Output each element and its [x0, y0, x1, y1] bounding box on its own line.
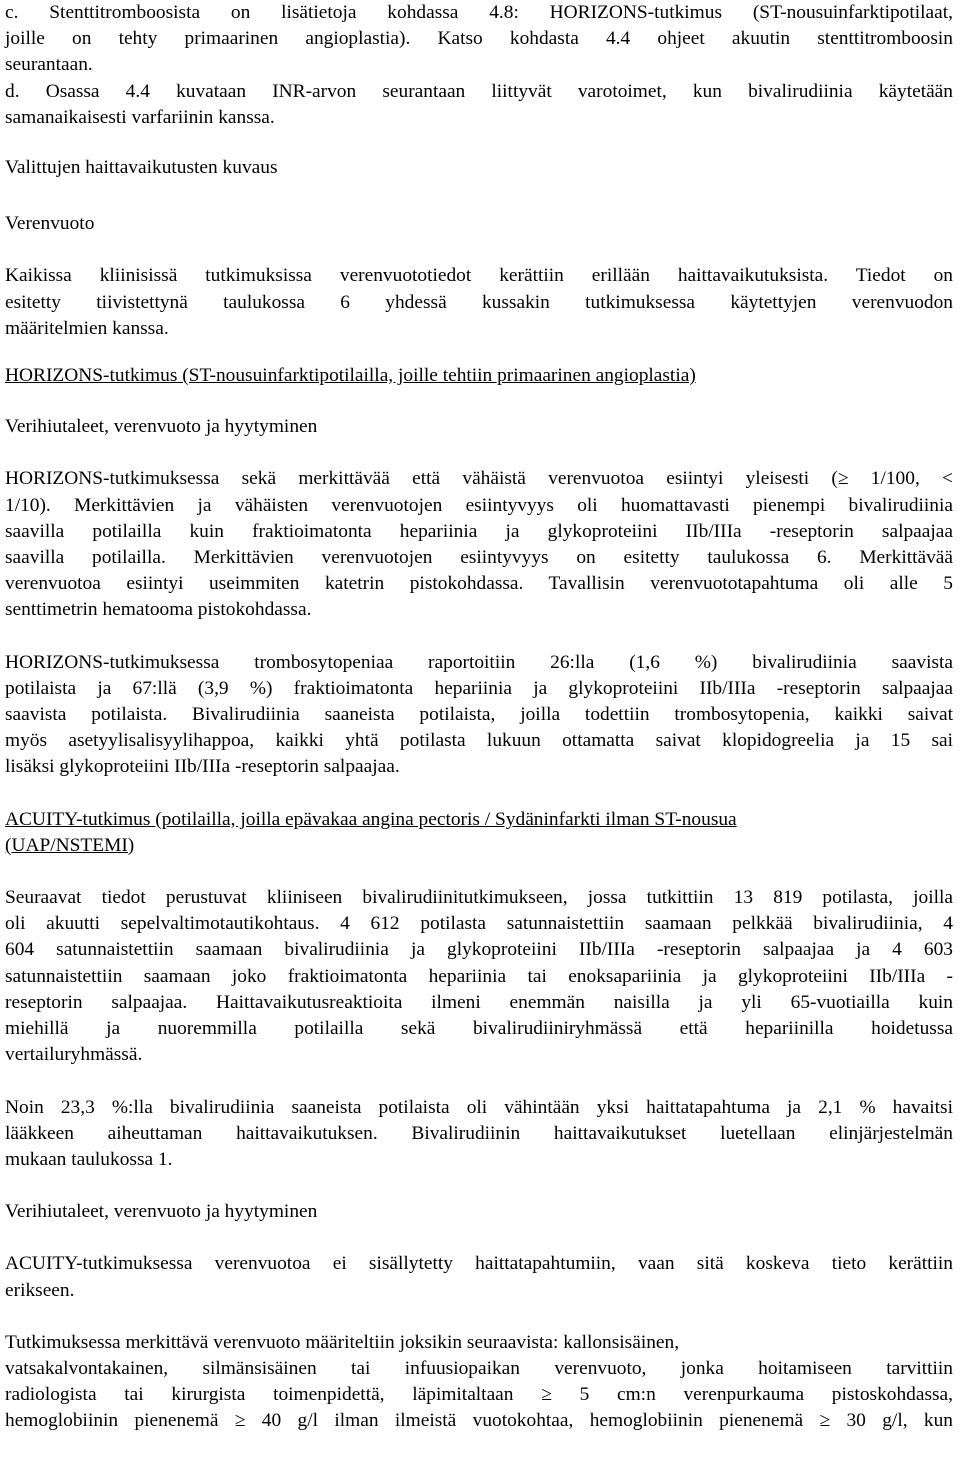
- paragraph-line: Seuraavat tiedot perustuvat kliiniseen bivalirudiinitutkimukseen, jossa tutkittiin 13 819 potilasta, joilla: [5, 887, 953, 909]
- paragraph-line: verenvuotoa esiintyi useimmiten katetrin pistokohdassa. Tavallisin verenvuototapahtuma oli alle 5: [5, 573, 953, 595]
- bleeding-intro-paragraph: [5, 263, 953, 342]
- paragraph-line: saavilla potilailla. Merkittävien verenvuotojen esiintyvyys on esitetty taulukossa 6. Merkittävää: [5, 547, 953, 569]
- paragraph-line: satunnaistettiin saamaan joko fraktioimatonta hepariinia tai enoksapariinia ja glykoproteiini IIb/IIIa -: [5, 965, 953, 987]
- horizons-title: HORIZONS-tutkimus (ST-nousuinfarktipotilailla, joille tehtiin primaarinen angioplastia): [5, 365, 696, 387]
- paragraph-line: HORIZONS-tutkimuksessa sekä merkittävää että vähäistä verenvuotoa esiintyi yleisesti (≥ 1/100, <: [5, 468, 953, 490]
- section-subtitle: Verenvuoto: [5, 213, 95, 235]
- acuity-major-bleeding-paragraph: [5, 1330, 953, 1435]
- paragraph-line: saavista potilaista. Bivalirudiinia saaneista potilaista, joilla todettiin trombosytopenia, kaikki saivat: [5, 704, 953, 726]
- intro-item-c-line: seurantaan.: [5, 54, 93, 76]
- paragraph-line: miehillä ja nuoremmilla potilailla sekä bivalirudiiniryhmässä että hepariinilla hoidetussa: [5, 1018, 953, 1040]
- intro-item-d: [5, 79, 953, 131]
- paragraph-line: lääkkeen aiheuttaman haittavaikutuksen. Bivalirudiinin haittavaikutukset luetellaan elinjärjestelmän: [5, 1122, 953, 1144]
- intro-item-d-line: samanaikaisesti varfariinin kanssa.: [5, 106, 275, 128]
- paragraph-line: erikseen.: [5, 1279, 75, 1301]
- paragraph-line: määritelmien kanssa.: [5, 317, 169, 339]
- document-page: [5, 0, 953, 1435]
- paragraph-line: senttimetrin hematooma pistokohdassa.: [5, 599, 312, 621]
- paragraph-line: saavilla potilailla kuin fraktioimatonta hepariinia ja glykoproteiini IIb/IIIa -reseptorin salpaajaa: [5, 520, 953, 542]
- paragraph-line: 604 satunnaistettiin saamaan bivalirudiinia ja glykoproteiini IIb/IIIa -reseptorin salpaajaa ja 4 603: [5, 939, 953, 961]
- paragraph-line: hemoglobiinin pienenemä ≥ 40 g/l ilman ilmeistä vuotokohtaa, hemoglobiinin pienenemä ≥ 30 g/l, kun: [5, 1410, 953, 1432]
- paragraph-line: mukaan taulukossa 1.: [5, 1148, 173, 1170]
- paragraph-line: Noin 23,3 %:lla bivalirudiinia saaneista potilaista oli vähintään yksi haittatapahtuma ja 2,1 % havaitsi: [5, 1096, 953, 1118]
- acuity-study-paragraph: [5, 885, 953, 1068]
- intro-item-c: [5, 0, 953, 79]
- paragraph-line: myös asetyylisalisyylihappoa, kaikki yhtä potilasta lukuun ottamatta saivat klopidogreelia ja 15 sai: [5, 730, 953, 752]
- paragraph-line: reseptorin salpaajaa. Haittavaikutusreaktioita ilmeni enemmän naisilla ja yli 65-vuotiailla kuin: [5, 991, 953, 1013]
- paragraph-line: lisäksi glykoproteiini IIb/IIIa -reseptorin salpaajaa.: [5, 756, 400, 778]
- acuity-adverse-paragraph: [5, 1095, 953, 1174]
- intro-item-c-line: c. Stenttitromboosista on lisätietoja kohdassa 4.8: HORIZONS-tutkimus (ST-nousuinfarktipotilaat,: [5, 2, 953, 23]
- acuity-title-line: (UAP/NSTEMI): [5, 834, 135, 856]
- paragraph-line: Tutkimuksessa merkittävä verenvuoto määriteltiin joksikin seuraavista: kallonsisäinen,: [5, 1331, 680, 1353]
- paragraph-line: Kaikissa kliinisissä tutkimuksissa verenvuototiedot kerättiin erillään haittavaikutuksista. Tiedot on: [5, 265, 953, 287]
- horizons-subtitle: Verihiutaleet, verenvuoto ja hyytyminen: [5, 416, 318, 438]
- paragraph-line: oli akuutti sepelvaltimotautikohtaus. 4 612 potilasta satunnaistettiin saamaan pelkkää bivalirudiinia, 4: [5, 913, 953, 935]
- intro-item-d-line: d. Osassa 4.4 kuvataan INR-arvon seurantaan liittyvät varotoimet, kun bivalirudiinia käytetään: [5, 80, 953, 102]
- section-title: Valittujen haittavaikutusten kuvaus: [5, 157, 278, 179]
- intro-item-c-line: joille on tehty primaarinen angioplastia). Katso kohdasta 4.4 ohjeet akuutin stenttitromboosin: [5, 28, 953, 50]
- paragraph-line: vertailuryhmässä.: [5, 1044, 143, 1066]
- paragraph-line: radiologista tai kirurgista toimenpidettä, läpimitaltaan ≥ 5 cm:n verenpurkauma pistoskohdassa,: [5, 1384, 953, 1406]
- paragraph-line: HORIZONS-tutkimuksessa trombosytopeniaa raportoitiin 26:lla (1,6 %) bivalirudiinia saavista: [5, 651, 953, 673]
- acuity-subtitle: Verihiutaleet, verenvuoto ja hyytyminen: [5, 1201, 318, 1223]
- paragraph-line: potilaista ja 67:llä (3,9 %) fraktioimatonta hepariinia ja glykoproteiini IIb/IIIa -reseptorin salpaajaa: [5, 677, 953, 699]
- acuity-title-line: ACUITY-tutkimus (potilailla, joilla epävakaa angina pectoris / Sydäninfarkti ilman ST-nousua: [5, 808, 737, 830]
- acuity-title: [5, 807, 953, 859]
- paragraph-line: esitetty tiivistettynä taulukossa 6 yhdessä kussakin tutkimuksessa käytettyjen verenvuodon: [5, 291, 953, 313]
- acuity-bleeding-paragraph: [5, 1251, 953, 1303]
- paragraph-line: 1/10). Merkittävien ja vähäisten verenvuotojen esiintyvyys oli huomattavasti pienempi bivalirudiinia: [5, 494, 953, 516]
- horizons-thrombocytopenia-paragraph: [5, 650, 953, 781]
- paragraph-line: ACUITY-tutkimuksessa verenvuotoa ei sisällytetty haittatapahtumiin, vaan sitä koskeva tieto kerättiin: [5, 1253, 953, 1275]
- horizons-bleeding-paragraph: [5, 466, 953, 623]
- paragraph-line: vatsakalvontakainen, silmänsisäinen tai infuusiopaikan verenvuoto, jonka hoitamiseen tarvittiin: [5, 1357, 953, 1379]
